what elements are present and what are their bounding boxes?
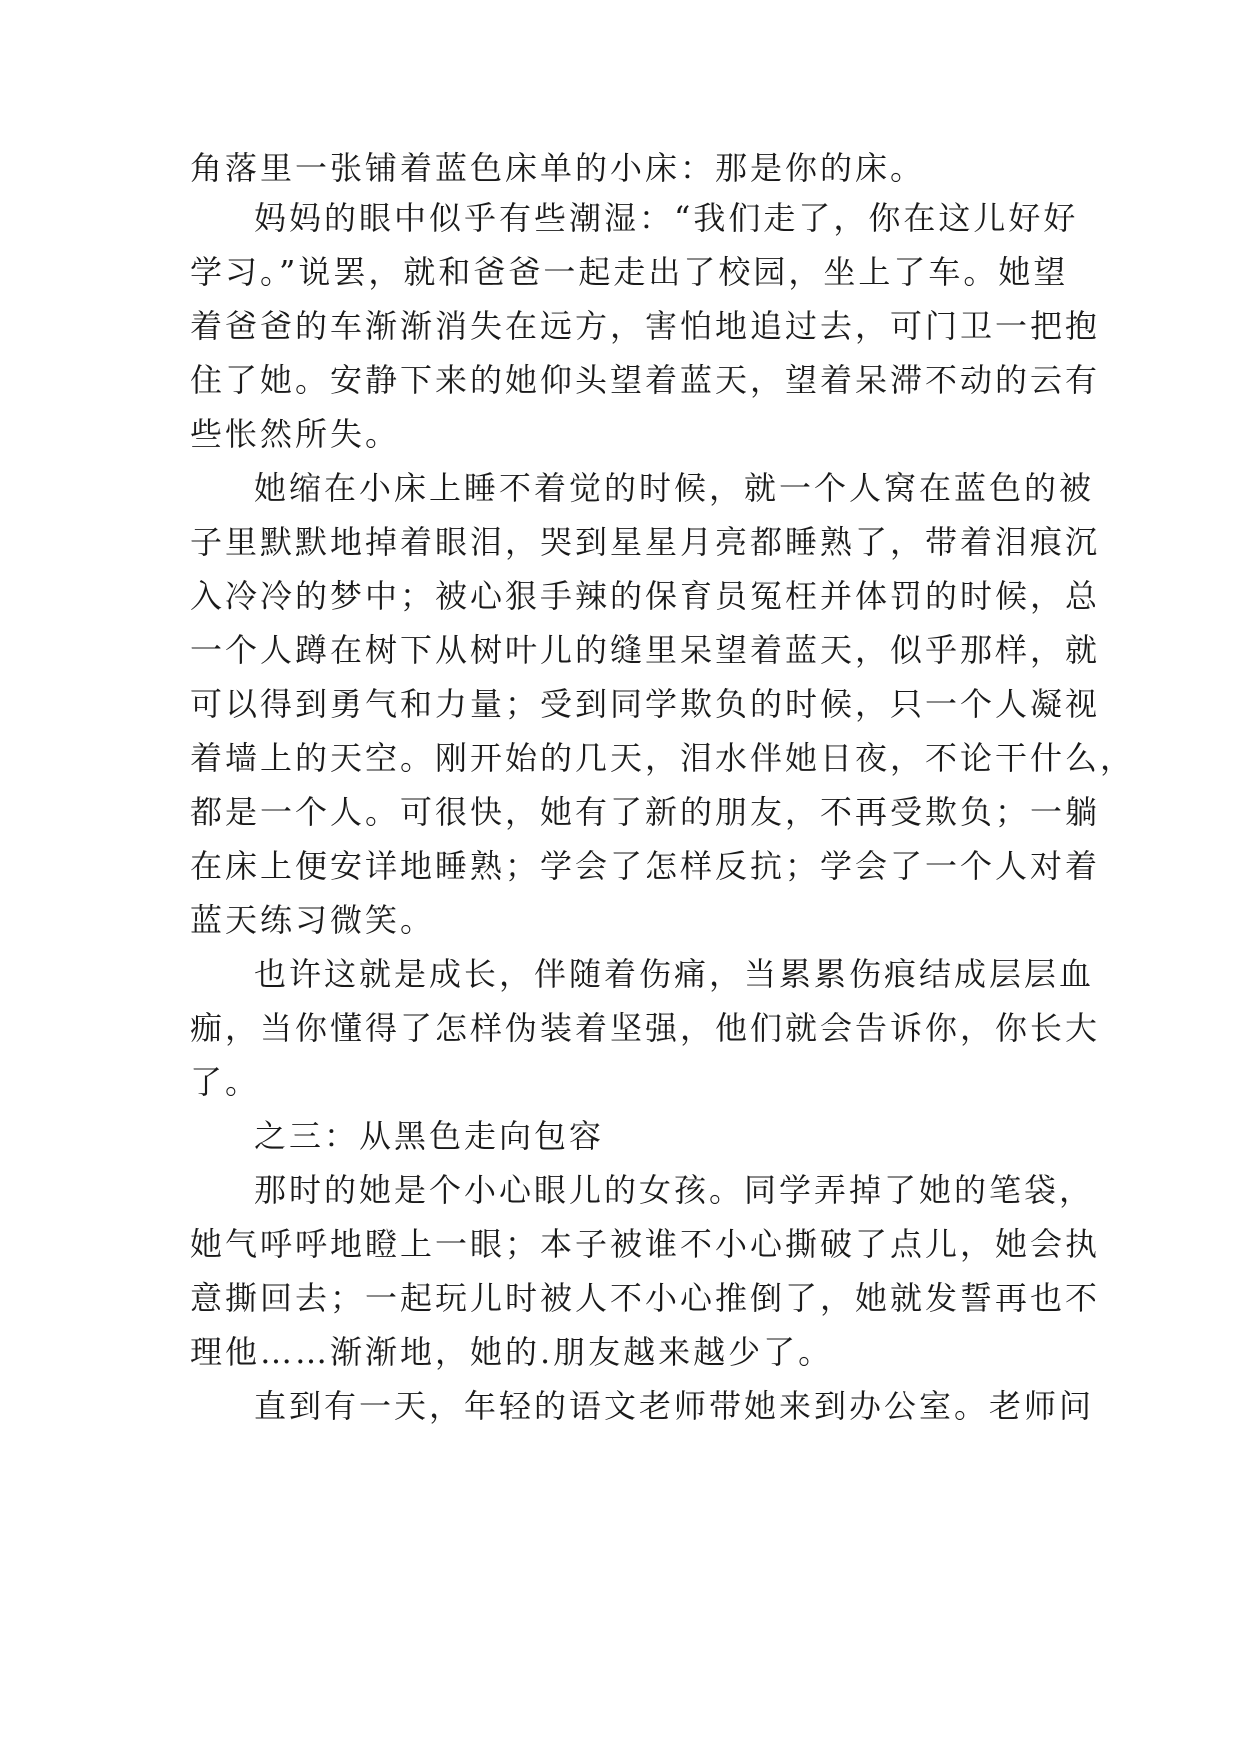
text-line: 一个人蹲在树下从树叶儿的缝里呆望着蓝天，似乎那样，就 xyxy=(190,631,1101,669)
text-line: 学习。”说罢，就和爸爸一起走出了校园，坐上了车。她望 xyxy=(190,253,1069,291)
paragraph-start-line: 她缩在小床上睡不着觉的时候，就一个人窝在蓝色的被 xyxy=(254,469,1095,507)
text-line: 角落里一张铺着蓝色床单的小床：那是你的床。 xyxy=(190,149,926,187)
text-line: 着爸爸的车渐渐消失在远方，害怕地追过去，可门卫一把抱 xyxy=(190,307,1101,345)
paragraph-start-line: 那时的她是个小心眼儿的女孩。同学弄掉了她的笔袋， xyxy=(254,1171,1095,1209)
text-line: 可以得到勇气和力量；受到同学欺负的时候，只一个人凝视 xyxy=(190,685,1101,723)
section-heading: 之三：从黑色走向包容 xyxy=(254,1117,605,1155)
text-line: 理他……渐渐地，她的.朋友越来越少了。 xyxy=(190,1333,834,1371)
text-line: 些怅然所失。 xyxy=(190,415,401,453)
paragraph-start-line: 妈妈的眼中似乎有些潮湿：“我们走了，你在这儿好好 xyxy=(254,199,1079,237)
text-line: 在床上便安详地睡熟；学会了怎样反抗；学会了一个人对着 xyxy=(190,847,1101,885)
text-line: 意撕回去；一起玩儿时被人不小心推倒了，她就发誓再也不 xyxy=(190,1279,1101,1317)
text-line: 子里默默地掉着眼泪，哭到星星月亮都睡熟了，带着泪痕沉 xyxy=(190,523,1101,561)
paragraph-start-line: 直到有一天，年轻的语文老师带她来到办公室。老师问 xyxy=(254,1387,1095,1425)
text-line: 蓝天练习微笑。 xyxy=(190,901,436,939)
text-line: 住了她。安静下来的她仰头望着蓝天，望着呆滞不动的云有 xyxy=(190,361,1101,399)
text-line: 入冷冷的梦中；被心狠手辣的保育员冤枉并体罚的时候，总 xyxy=(190,577,1101,615)
text-line: 都是一个人。可很快，她有了新的朋友，不再受欺负；一躺 xyxy=(190,793,1101,831)
text-line: 她气呼呼地瞪上一眼；本子被谁不小心撕破了点儿，她会执 xyxy=(190,1225,1101,1263)
text-line: 了。 xyxy=(190,1063,261,1101)
paragraph-start-line: 也许这就是成长，伴随着伤痛，当累累伤痕结成层层血 xyxy=(254,955,1095,993)
text-line: 着墙上的天空。刚开始的几天，泪水伴她日夜，不论干什么， xyxy=(190,739,1136,777)
text-line: 痂，当你懂得了怎样伪装着坚强，他们就会告诉你，你长大 xyxy=(190,1009,1101,1047)
